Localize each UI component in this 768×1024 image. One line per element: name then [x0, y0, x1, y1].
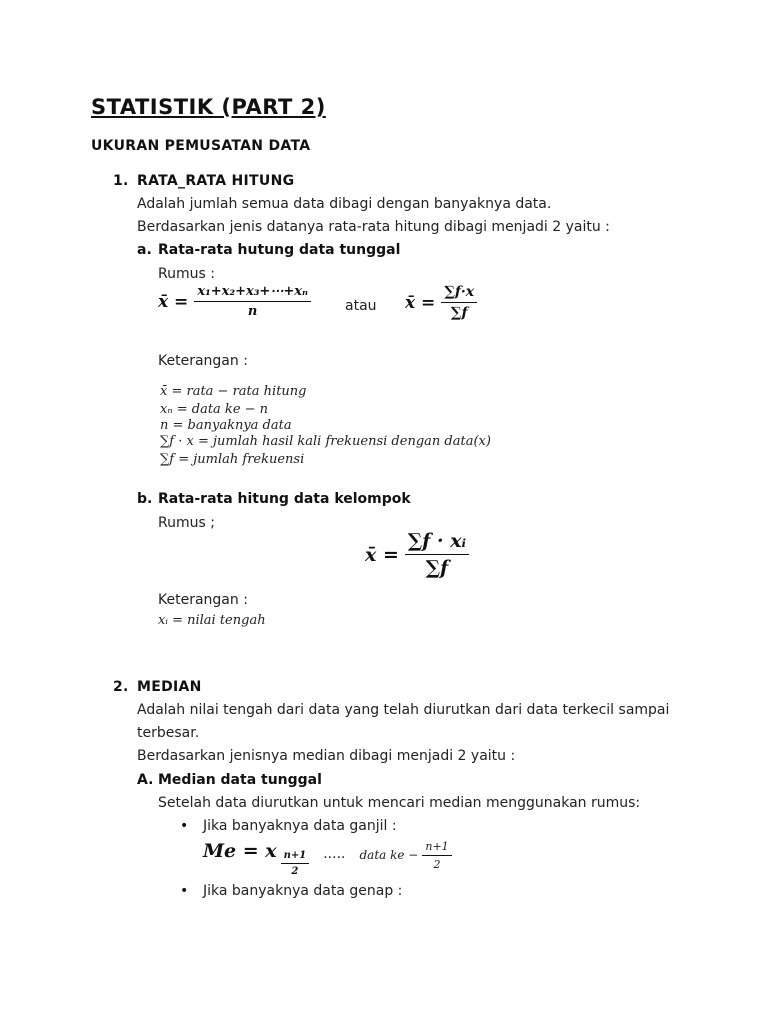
formula-fraction: [422, 840, 451, 871]
s2A-desc: Setelah data diurutkan untuk mencari median menggunakan rumus:: [158, 795, 641, 811]
s2-heading: MEDIAN: [137, 679, 202, 695]
s2A-heading: Median data tunggal: [158, 772, 322, 788]
note-line: n = banyaknya data: [160, 418, 292, 433]
s1b-heading: Rata-rata hitung data kelompok: [158, 491, 411, 507]
s1a-rumus: Rumus :: [158, 266, 215, 282]
s1b-keterangan: Keterangan :: [158, 592, 248, 608]
atau-label: atau: [345, 298, 377, 314]
formula-denominator: 2: [433, 858, 441, 871]
s1-desc2: Berdasarkan jenis datanya rata-rata hitung dibagi menjadi 2 yaitu :: [137, 219, 610, 235]
s1a-label: a.: [137, 242, 152, 258]
s1a-heading: Rata-rata hutung data tunggal: [158, 242, 401, 258]
formula-lhs: x̄ =: [365, 543, 399, 566]
s1-heading: RATA_RATA HITUNG: [137, 173, 295, 189]
note-line: xₙ = data ke − n: [160, 402, 269, 417]
s2-number: 2.: [113, 679, 129, 695]
formula-lhs: x̄ =: [158, 291, 189, 312]
s2-desc1: Adalah nilai tengah dari data yang telah diurutkan dari data terkecil sampai: [137, 702, 670, 718]
formula-fraction: [194, 284, 311, 319]
formula-denominator: ∑f: [450, 305, 468, 321]
formula-fraction: [441, 284, 477, 321]
s1-desc1: Adalah jumlah semua data dibagi dengan banyaknya data.: [137, 196, 552, 212]
note-line: ∑f · x = jumlah hasil kali frekuensi dengan data(x): [160, 434, 491, 449]
note-line: x̄ = rata − rata hitung: [160, 384, 307, 399]
s2A-label: A.: [137, 772, 154, 788]
note-line: ∑f = jumlah frekuensi: [160, 452, 305, 467]
s1b-note: xᵢ = nilai tengah: [158, 613, 266, 628]
formula-fraction: [405, 530, 469, 579]
formula-mean-freq: [405, 284, 477, 321]
formula-mean-group: [365, 530, 469, 579]
formula-numerator: ∑f·x: [441, 284, 477, 303]
formula-median-odd: [203, 840, 452, 877]
formula-numerator: ∑f · xᵢ: [405, 530, 469, 555]
formula-mean-single: [158, 284, 311, 319]
bullet-even: Jika banyaknya data genap :: [203, 883, 403, 899]
formula-subscript: [281, 850, 310, 877]
formula-data-ke: data ke −: [359, 848, 419, 862]
bullet-icon: •: [180, 818, 189, 834]
formula-lhs: x̄ =: [405, 292, 436, 313]
s1a-keterangan: Keterangan :: [158, 353, 248, 369]
formula-numerator: n+1: [281, 850, 310, 864]
page-title: STATISTIK (PART 2): [91, 95, 326, 119]
s2-desc1b: terbesar.: [137, 725, 200, 741]
s1b-rumus: Rumus ;: [158, 515, 215, 531]
formula-denominator: 2: [291, 866, 299, 877]
formula-denominator: ∑f: [425, 557, 449, 579]
formula-numerator: x₁+x₂+x₃+⋯+xₙ: [194, 284, 311, 302]
s1-number: 1.: [113, 173, 129, 189]
formula-dots: .....: [323, 846, 346, 862]
s2-desc2: Berdasarkan jenisnya median dibagi menjadi 2 yaitu :: [137, 748, 516, 764]
bullet-odd: Jika banyaknya data ganjil :: [203, 818, 397, 834]
section-heading: UKURAN PEMUSATAN DATA: [91, 138, 311, 154]
bullet-icon: •: [180, 883, 189, 899]
formula-lhs: Me = x: [203, 840, 277, 862]
formula-denominator: n: [247, 304, 258, 319]
formula-numerator: n+1: [422, 840, 451, 856]
s1b-label: b.: [137, 491, 153, 507]
